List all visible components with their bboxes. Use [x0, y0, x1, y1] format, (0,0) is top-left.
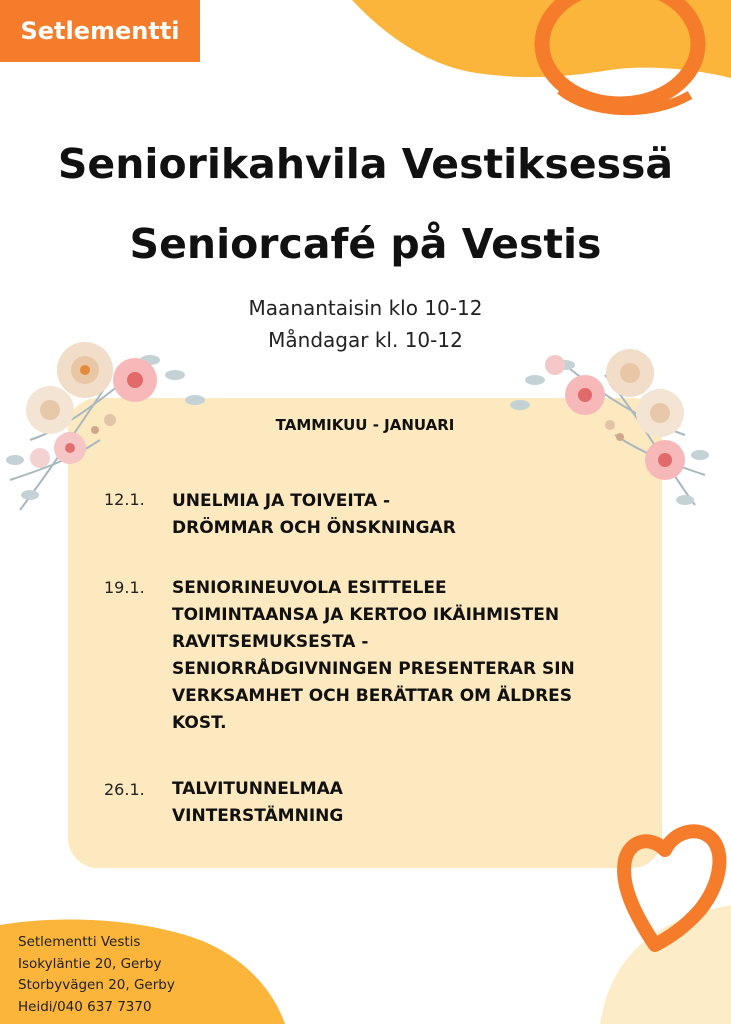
- footer-org-name: Setlementti Vestis: [18, 934, 141, 950]
- schedule-swedish: Måndagar kl. 10-12: [268, 328, 463, 352]
- event-title: [172, 488, 632, 542]
- event-title: [172, 575, 632, 737]
- event-line: VINTERSTÄMNING: [172, 806, 344, 826]
- event-line: SENIORINEUVOLA ESITTELEE: [172, 578, 447, 598]
- event-line: KOST.: [172, 713, 227, 733]
- event-line: SENIORRÅDGIVNINGEN PRESENTERAR SIN: [172, 659, 575, 679]
- event-date: 12.1.: [104, 490, 145, 509]
- event-line: TALVITUNNELMAA: [172, 779, 343, 799]
- title-swedish: Seniorcafé på Vestis: [129, 220, 602, 268]
- event-line: VERKSAMHET OCH BERÄTTAR OM ÄLDRES: [172, 686, 573, 706]
- event-date: 19.1.: [104, 578, 145, 597]
- event-line: TOIMINTAANSA JA KERTOO IKÄIHMISTEN: [172, 605, 560, 625]
- event-title: [172, 776, 632, 830]
- footer-contact: [18, 932, 175, 1018]
- event-line: DRÖMMAR OCH ÖNSKNINGAR: [172, 518, 456, 538]
- footer-phone: Heidi/040 637 7370: [18, 998, 152, 1015]
- program-month: TAMMIKUU - JANUARI: [275, 416, 455, 434]
- event-date: 26.1.: [104, 780, 145, 799]
- event-line: RAVITSEMUKSESTA -: [172, 632, 369, 652]
- brand-logo: Setlementti: [0, 0, 200, 62]
- event-line: UNELMIA JA TOIVEITA -: [172, 491, 391, 511]
- footer-address-fi: Isokyläntie 20, Gerby: [18, 955, 162, 972]
- title-finnish: Seniorikahvila Vestiksessä: [57, 140, 674, 188]
- footer-address-sv: Storbyvägen 20, Gerby: [18, 977, 175, 993]
- heart-outline-icon: [615, 815, 731, 975]
- schedule-finnish: Maanantaisin klo 10-12: [248, 296, 483, 320]
